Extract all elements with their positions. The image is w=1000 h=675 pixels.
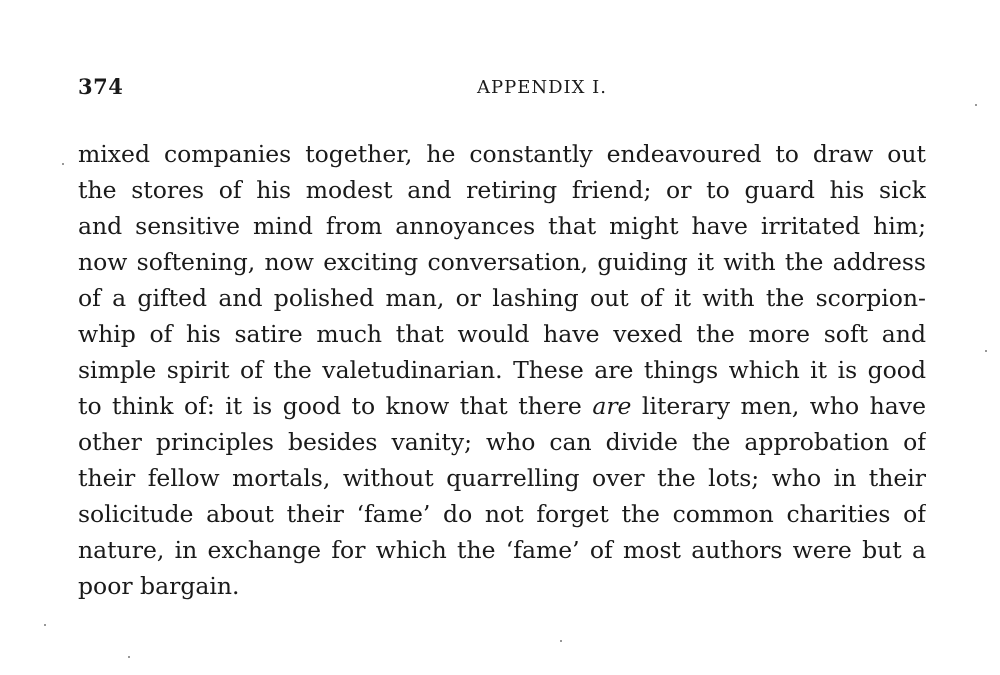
text-line: solicitude about their ‘fame’ do not forget the common charities of bbox=[78, 500, 926, 528]
emphasis: are bbox=[592, 392, 632, 420]
text-line: poor bargain. bbox=[78, 572, 240, 600]
body-paragraph bbox=[78, 136, 926, 604]
scan-speck bbox=[128, 656, 130, 658]
text-line: to think of: it is good to know that there are literary men, who have bbox=[78, 392, 926, 420]
text-line: whip of his satire much that would have vexed the more soft and bbox=[78, 320, 926, 348]
page-header bbox=[78, 74, 926, 104]
text-line: mixed companies together, he constantly endeavoured to draw out bbox=[78, 140, 926, 168]
scan-speck bbox=[44, 624, 46, 626]
text-line: other principles besides vanity; who can divide the approbation of bbox=[78, 428, 926, 456]
scan-speck bbox=[985, 350, 987, 352]
text-line: nature, in exchange for which the ‘fame’ of most authors were but a bbox=[78, 536, 926, 564]
page-number: 374 bbox=[78, 74, 124, 99]
running-head: APPENDIX I. bbox=[476, 77, 608, 98]
text-line: simple spirit of the valetudinarian. These are things which it is good bbox=[78, 356, 926, 384]
text-line: of a gifted and polished man, or lashing out of it with the scorpion- bbox=[78, 284, 926, 312]
text-line: their fellow mortals, without quarrelling over the lots; who in their bbox=[78, 464, 926, 492]
scan-speck bbox=[560, 640, 562, 642]
text-line: the stores of his modest and retiring friend; or to guard his sick bbox=[78, 176, 926, 204]
text-line: now softening, now exciting conversation, guiding it with the address bbox=[78, 248, 926, 276]
scan-speck bbox=[62, 163, 64, 165]
scan-speck bbox=[975, 104, 977, 106]
text-line: and sensitive mind from annoyances that might have irritated him; bbox=[78, 212, 926, 240]
